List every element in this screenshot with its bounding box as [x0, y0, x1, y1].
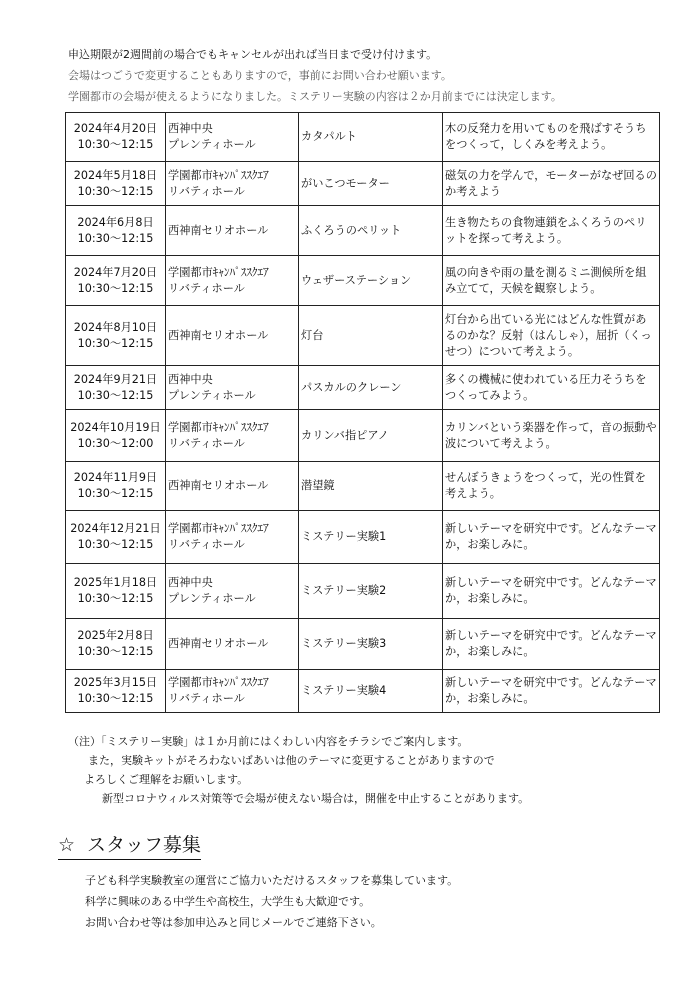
table-row	[66, 410, 660, 462]
event-time: 10:30～12:15	[77, 645, 154, 658]
event-time: 10:30～12:15	[77, 231, 154, 245]
description-text: 新しいテーマを研究中です。どんなテーマか，お楽しみに。	[445, 629, 657, 658]
venue-line-1: 西神中央	[168, 372, 213, 386]
event-time: 10:30～12:15	[77, 487, 154, 500]
venue-line-1: 学園都市ｷｬﾝﾊﾟｽｽｸｴｱ	[168, 522, 269, 535]
venue-line-1: 西神南セリオホール	[168, 637, 269, 650]
note-line: （注）「ミステリー実験」は１か月前にはくわしい内容をチラシでご案内します。	[68, 735, 469, 748]
date-cell	[66, 670, 166, 713]
venue-line-2: リバティホール	[168, 436, 245, 450]
description-text: 多くの機械に使われている圧力そうちをつくってみよう。	[445, 372, 647, 402]
venue-line-1: 西神南セリオホール	[168, 328, 269, 342]
theme-cell: ウェザーステーション	[299, 256, 443, 306]
description-text: 新しいテーマを研究中です。どんなテーマか，お楽しみに。	[445, 522, 657, 551]
event-time: 10:30～12:15	[77, 388, 154, 402]
table-row	[66, 366, 660, 410]
note-line: 新型コロナウィルス対策等で会場が使えない場合は，開催を中止することがあります。	[102, 792, 530, 805]
venue-cell	[166, 206, 299, 256]
event-date: 2024年8月10日	[73, 320, 158, 334]
date-cell	[66, 162, 166, 206]
description-text: 新しいテーマを研究中です。どんなテーマか，お楽しみに。	[445, 576, 657, 605]
description-text: カリンバという楽器を作って，音の振動や波について考えよう。	[445, 420, 657, 450]
staff-line: お問い合わせ等は参加申込みと同じメールでご連絡下さい。	[85, 916, 382, 929]
event-date: 2024年11月9日	[73, 471, 158, 484]
date-cell	[66, 113, 166, 162]
venue-line-1: 西神南セリオホール	[168, 479, 269, 492]
staff-line: 科学に興味のある中学生や高校生，大学生も大歓迎です。	[85, 895, 371, 908]
theme-cell: ふくろうのペリット	[299, 206, 443, 256]
staff-body	[85, 870, 458, 933]
event-time: 10:30～12:15	[77, 592, 154, 605]
venue-line-2: リバティホール	[168, 692, 245, 705]
staff-heading	[58, 830, 201, 860]
theme-cell: 潜望鏡	[299, 462, 443, 511]
description-text: せんぼうきょうをつくって，光の性質を考えよう。	[445, 471, 646, 500]
venue-line-2: リバティホール	[168, 281, 245, 295]
date-cell	[66, 206, 166, 256]
venue-line-2: プレンティホール	[168, 592, 256, 605]
date-cell	[66, 256, 166, 306]
description-cell	[443, 462, 660, 511]
description-cell	[443, 366, 660, 410]
table-row	[66, 306, 660, 366]
venue-line-1: 学園都市ｷｬﾝﾊﾟｽｽｸｴｱ	[168, 676, 269, 689]
venue-line-1: 西神中央	[168, 122, 213, 135]
intro-line: 申込期限が2週間前の場合でもキャンセルが出れば当日まで受け付けます。	[68, 48, 438, 61]
venue-line-1: 学園都市ｷｬﾝﾊﾟｽｽｸｴｱ	[168, 420, 269, 434]
event-time: 10:30～12:15	[77, 281, 154, 295]
venue-cell	[166, 306, 299, 366]
venue-cell	[166, 410, 299, 462]
date-cell	[66, 462, 166, 511]
venue-line-2: リバティホール	[168, 538, 245, 551]
venue-cell	[166, 619, 299, 670]
venue-line-2: リバティホール	[168, 184, 245, 198]
intro-line: 学園都市の会場が使えるようになりました。ミステリー実験の内容は２か月前までには決定します。	[68, 90, 562, 103]
description-cell	[443, 511, 660, 564]
notes	[68, 732, 529, 808]
schedule-table	[65, 112, 660, 713]
venue-cell	[166, 670, 299, 713]
star-icon: ☆	[58, 834, 76, 856]
venue-cell	[166, 462, 299, 511]
event-date: 2024年5月18日	[73, 168, 158, 182]
table-row	[66, 564, 660, 619]
event-time: 10:30～12:15	[77, 336, 154, 350]
table-row	[66, 206, 660, 256]
table-row	[66, 619, 660, 670]
theme-cell: ミステリー実験3	[299, 619, 443, 670]
event-time: 10:30～12:00	[77, 436, 154, 450]
event-time: 10:30～12:15	[77, 184, 154, 198]
description-text: 灯台から出ている光にはどんな性質があるのかな？反射（はんしゃ），屈折（くっせつ）について考えよう。	[445, 312, 652, 358]
venue-line-2: プレンティホール	[168, 138, 256, 151]
description-text: 生き物たちの食物連鎖をふくろうのペリットを探って考えよう。	[445, 215, 647, 245]
description-text: 磁気の力を学んで，モーターがなぜ回るのか考えよう	[445, 168, 657, 198]
event-time: 10:30～12:15	[77, 138, 154, 151]
theme-cell: カタパルト	[299, 113, 443, 162]
event-date: 2025年1月18日	[73, 576, 158, 589]
event-date: 2024年6月8日	[77, 215, 154, 229]
date-cell	[66, 410, 166, 462]
intro-line: 会場はつごうで変更することもありますので，事前にお問い合わせ願います。	[68, 69, 452, 82]
event-date: 2025年2月8日	[77, 629, 154, 642]
description-cell	[443, 410, 660, 462]
date-cell	[66, 619, 166, 670]
date-cell	[66, 366, 166, 410]
description-cell	[443, 256, 660, 306]
description-cell	[443, 306, 660, 366]
table-row	[66, 670, 660, 713]
venue-cell	[166, 564, 299, 619]
event-time: 10:30～12:15	[77, 692, 154, 705]
venue-line-1: 西神南セリオホール	[168, 223, 269, 237]
description-cell	[443, 564, 660, 619]
description-cell	[443, 162, 660, 206]
description-text: 風の向きや雨の量を測るミニ測候所を組み立てて，天候を観察しよう。	[445, 265, 647, 295]
theme-cell: ミステリー実験1	[299, 511, 443, 564]
event-date: 2024年12月21日	[70, 522, 161, 535]
table-row	[66, 256, 660, 306]
description-cell	[443, 619, 660, 670]
venue-cell	[166, 366, 299, 410]
table-row	[66, 462, 660, 511]
staff-heading-text: スタッフ募集	[87, 834, 202, 856]
description-cell	[443, 670, 660, 713]
event-date: 2024年7月20日	[73, 265, 158, 279]
theme-cell: カリンバ指ピアノ	[299, 410, 443, 462]
description-cell	[443, 206, 660, 256]
event-date: 2024年9月21日	[73, 372, 158, 386]
note-line: また，実験キットがそろわないばあいは他のテーマに変更することがありますので	[88, 754, 495, 767]
date-cell	[66, 306, 166, 366]
theme-cell: がいこつモーター	[299, 162, 443, 206]
theme-cell: ミステリー実験4	[299, 670, 443, 713]
venue-line-1: 学園都市ｷｬﾝﾊﾟｽｽｸｴｱ	[168, 168, 269, 182]
description-cell	[443, 113, 660, 162]
event-date: 2024年10月19日	[70, 420, 161, 434]
event-date: 2024年4月20日	[73, 122, 158, 135]
venue-line-1: 学園都市ｷｬﾝﾊﾟｽｽｸｴｱ	[168, 265, 269, 279]
venue-cell	[166, 256, 299, 306]
date-cell	[66, 564, 166, 619]
table-row	[66, 113, 660, 162]
description-text: 木の反発力を用いてものを飛ばすそうちをつくって，しくみを考えよう。	[445, 122, 647, 151]
event-date: 2025年3月15日	[73, 676, 158, 689]
venue-cell	[166, 511, 299, 564]
theme-cell: 灯台	[299, 306, 443, 366]
event-time: 10:30～12:15	[77, 538, 154, 551]
date-cell	[66, 511, 166, 564]
table-row	[66, 162, 660, 206]
venue-line-2: プレンティホール	[168, 388, 256, 402]
venue-cell	[166, 113, 299, 162]
venue-cell	[166, 162, 299, 206]
venue-line-1: 西神中央	[168, 576, 213, 589]
note-line: よろしくご理解をお願いします。	[84, 773, 249, 786]
description-text: 新しいテーマを研究中です。どんなテーマか，お楽しみに。	[445, 676, 657, 705]
theme-cell: ミステリー実験2	[299, 564, 443, 619]
table-row	[66, 511, 660, 564]
staff-line: 子ども科学実験教室の運営にご協力いただけるスタッフを募集しています。	[85, 874, 459, 887]
intro-text	[68, 44, 562, 107]
theme-cell: パスカルのクレーン	[299, 366, 443, 410]
